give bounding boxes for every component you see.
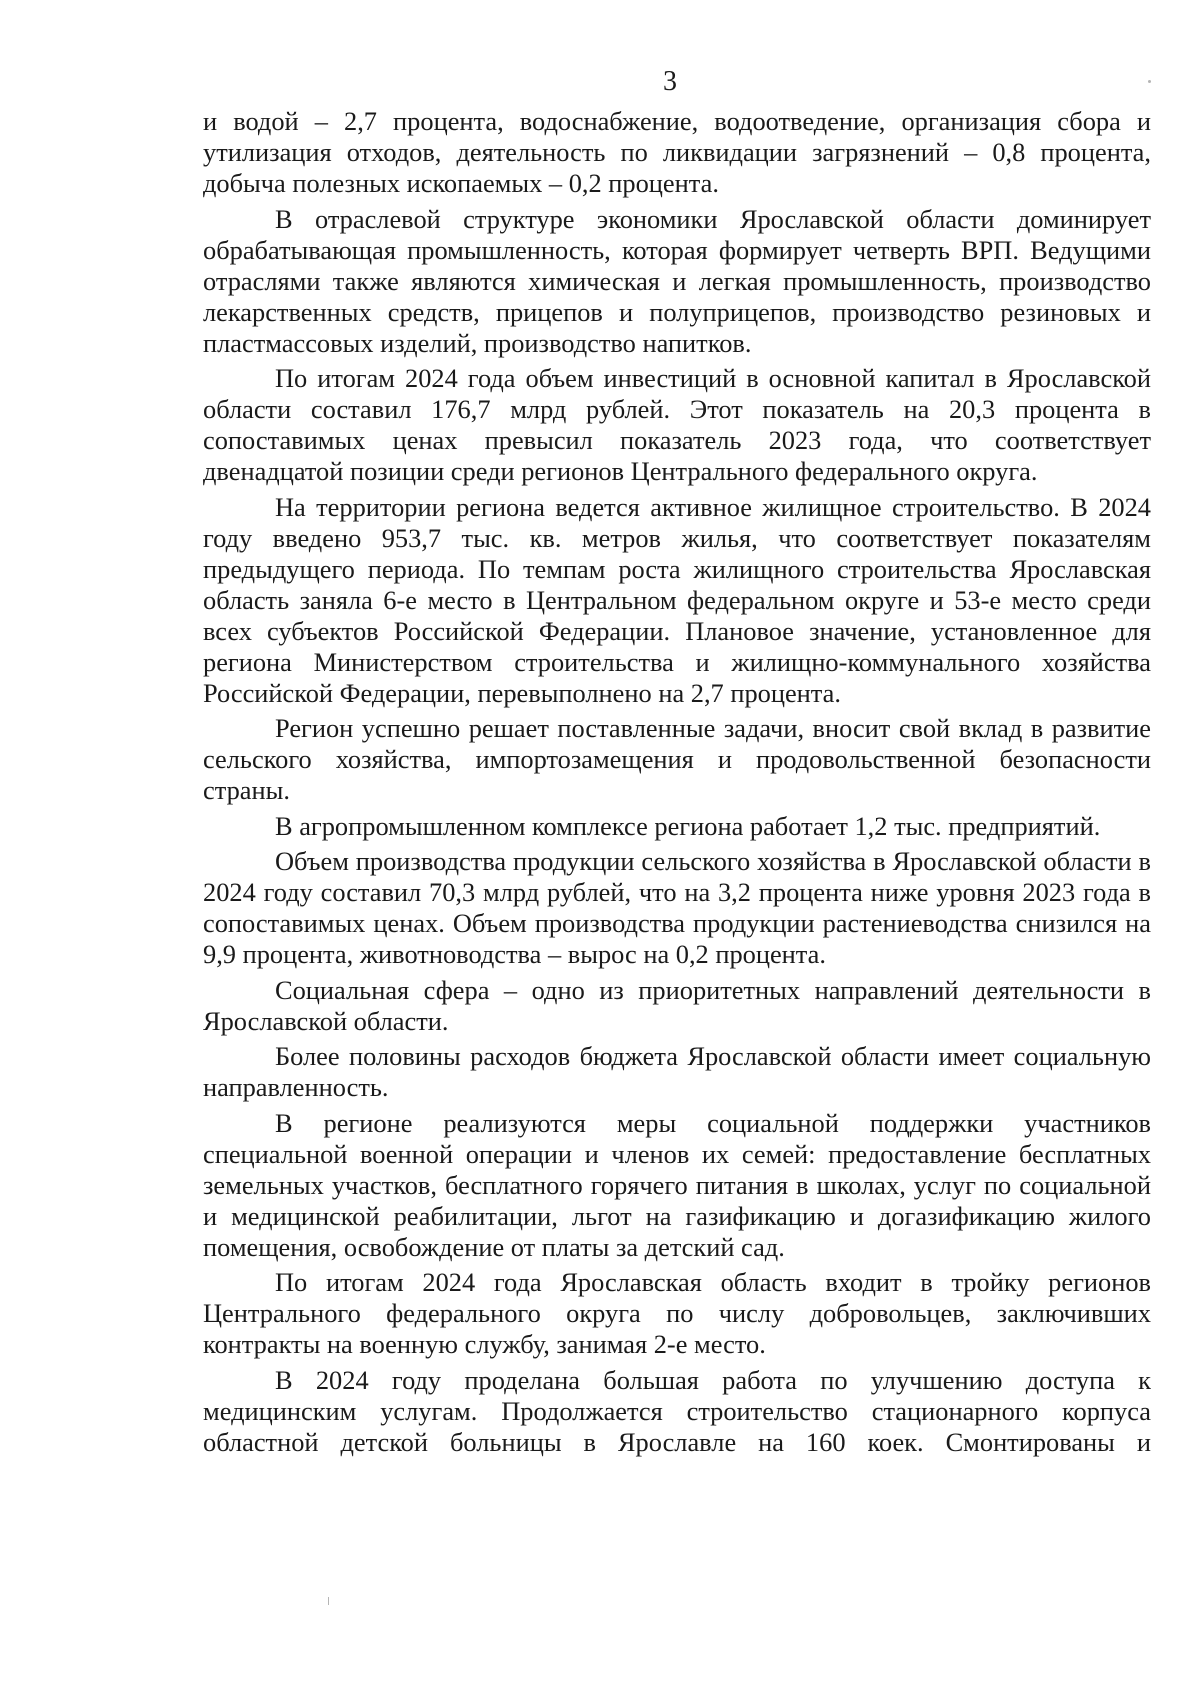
paragraph-medical-access: В 2024 году проделана большая работа по улучшению доступа к медицинским услугам. Продолжается строительство стационарного корпуса областной детской больницы в Ярославле на 160 коек. Смонтированы и: [203, 1364, 1151, 1457]
paragraph-agro-enterprises: В агропромышленном комплексе региона работает 1,2 тыс. предприятий.: [275, 810, 1101, 841]
paragraph-region-tasks: Регион успешно решает поставленные задачи, вносит свой вклад в развитие сельского хозяйства, импортозамещения и продовольственной безопасности страны.: [203, 713, 1151, 805]
paragraph-social-sphere: Социальная сфера – одно из приоритетных направлений деятельности в Ярославской области.: [203, 974, 1151, 1036]
scan-tick-mark: [328, 1597, 329, 1605]
document-body: [203, 106, 1151, 1458]
paragraph-investments: По итогам 2024 года объем инвестиций в основной капитал в Ярославской области составил 176,7 млрд рублей. Этот показатель на 20,3 процента в сопоставимых ценах превысил показатель 2023 года, что соответствует двенадцатой позиции среди регионов Центрального федерального округа.: [203, 363, 1151, 486]
paragraph-continued: и водой – 2,7 процента, водоснабжение, водоотведение, организация сбора и утилизация отходов, деятельность по ликвидации загрязнений – 0,8 процента, добыча полезных ископаемых – 0,2 процента.: [203, 106, 1151, 198]
paragraph-budget-social: Более половины расходов бюджета Ярославской области имеет социальную направленность.: [203, 1041, 1151, 1102]
paragraph-agriculture-output: Объем производства продукции сельского хозяйства в Ярославской области в 2024 году составил 70,3 млрд рублей, что на 3,2 процента ниже уровня 2023 года в сопоставимых ценах. Объем производства продукции растениеводства снизился на 9,9 процента, животноводства – вырос на 0,2 процента.: [203, 846, 1151, 969]
paragraph-housing-construction: На территории региона ведется активное жилищное строительство. В 2024 году введено 953,7 тыс. кв. метров жилья, что соответствует показателям предыдущего периода. По темпам роста жилищного строительства Ярославская область заняла 6-е место в Центральном федеральном округе и 53-е место среди всех субъектов Российской Федерации. Плановое значение, установленное для региона Министерством строительства и жилищно-коммунального хозяйства Российской Федерации, перевыполнено на 2,7 процента.: [203, 491, 1151, 708]
paragraph-volunteers: По итогам 2024 года Ярославская область входит в тройку регионов Центрального федерального округа по числу добровольцев, заключивших контракты на военную службу, занимая 2-е место.: [203, 1267, 1151, 1359]
scan-speck: [1148, 80, 1151, 83]
paragraph-svo-support: В регионе реализуются меры социальной поддержки участников специальной военной операции и членов их семей: предоставление бесплатных земельных участков, бесплатного горячего питания в школах, услуг по социальной и медицинской реабилитации, льгот на газификацию и догазификацию жилого помещения, освобождение от платы за детский сад.: [203, 1107, 1151, 1262]
paragraph-industry-structure: В отраслевой структуре экономики Ярославской области доминирует обрабатывающая промышленность, которая формирует четверть ВРП. Ведущими отраслями также являются химическая и легкая промышленность, производство лекарственных средств, прицепов и полуприцепов, производство резиновых и пластмассовых изделий, производство напитков.: [203, 203, 1151, 358]
page-number: 3: [663, 66, 677, 97]
